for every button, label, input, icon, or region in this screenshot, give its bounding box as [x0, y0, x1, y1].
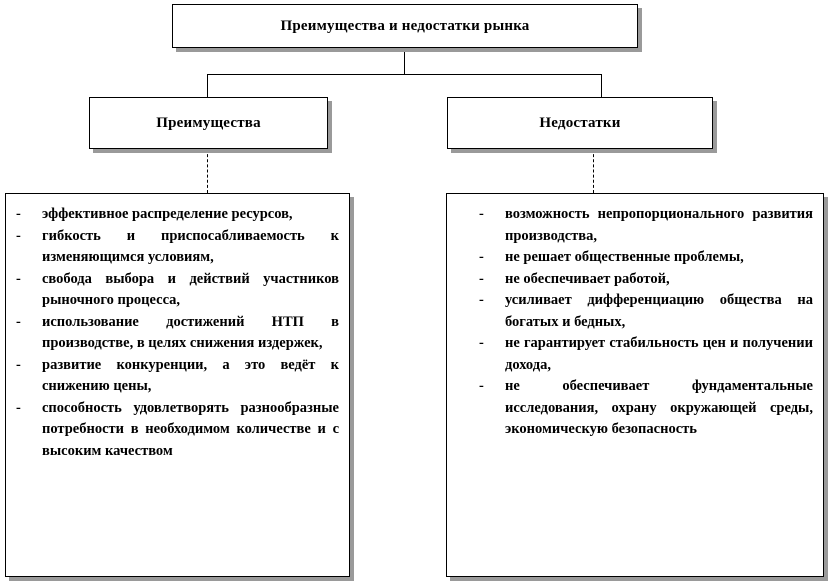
list-item	[16, 226, 339, 269]
list-item-text: использование достижений НТП в производстве, в целях снижения издержек,	[42, 313, 339, 351]
list-item-text: свобода выбора и действий участников рыночного процесса,	[42, 270, 339, 308]
bullet-dash: -	[479, 206, 484, 222]
list-item-text: усиливает дифференциацию общества на богатых и бедных,	[505, 292, 813, 330]
disadvantages-list	[447, 194, 823, 441]
bullet-dash: -	[16, 399, 21, 416]
bullet-dash: -	[479, 335, 484, 351]
list-item	[479, 269, 813, 291]
list-item-text: способность удовлетворять разнообразные потребности в необходимом количестве и с высоким качеством	[42, 399, 339, 459]
connector-title-vertical	[404, 48, 405, 74]
list-item-text: развитие конкуренции, а это ведёт к снижению цены,	[42, 356, 339, 394]
list-item-text: не обеспечивает работой,	[505, 270, 670, 287]
bullet-dash: -	[479, 292, 484, 308]
list-item	[479, 333, 813, 376]
bullet-dash: -	[16, 227, 21, 244]
list-item	[479, 290, 813, 333]
list-item	[16, 312, 339, 355]
diagram-title: Преимущества и недостатки рынка	[280, 17, 530, 34]
disadvantages-header: Недостатки	[539, 114, 621, 131]
list-item-text: не решает общественные проблемы,	[505, 249, 744, 265]
bullet-dash: -	[16, 356, 21, 373]
bullet-dash: -	[16, 313, 21, 330]
bullet-dash: -	[16, 270, 21, 287]
list-item-text: возможность непропорционального развития производства,	[505, 206, 813, 244]
advantages-header-box	[89, 97, 328, 149]
bullet-dash: -	[16, 206, 21, 222]
disadvantages-header-box	[447, 97, 713, 149]
list-item-text: не гарантирует стабильность цен и получении дохода,	[505, 335, 813, 373]
disadvantages-list-box	[446, 193, 824, 577]
list-item-text: эффективное распределение ресурсов,	[42, 206, 293, 222]
list-item	[16, 355, 339, 398]
list-item	[479, 376, 813, 441]
advantages-list-box	[5, 193, 350, 577]
list-item-text: не обеспечивает фундаментальные исследования, охрану окружающей среды, экономическую безопасность	[505, 378, 813, 437]
list-item	[16, 398, 339, 463]
bullet-dash: -	[479, 270, 484, 287]
connector-advantages-vertical	[207, 74, 208, 97]
advantages-list	[6, 194, 349, 462]
bullet-dash: -	[479, 378, 484, 394]
connector-disadvantages-list	[593, 149, 594, 193]
bullet-dash: -	[479, 249, 484, 265]
list-item	[16, 204, 339, 226]
list-item	[479, 204, 813, 247]
advantages-header: Преимущества	[156, 114, 261, 131]
connector-horizontal	[207, 74, 602, 75]
diagram-title-box	[172, 4, 638, 48]
list-item-text: гибкость и приспосабливаемость к изменяющимся условиям,	[42, 227, 339, 265]
list-item	[479, 247, 813, 269]
connector-advantages-list	[207, 149, 208, 193]
connector-disadvantages-vertical	[601, 74, 602, 97]
list-item	[16, 269, 339, 312]
